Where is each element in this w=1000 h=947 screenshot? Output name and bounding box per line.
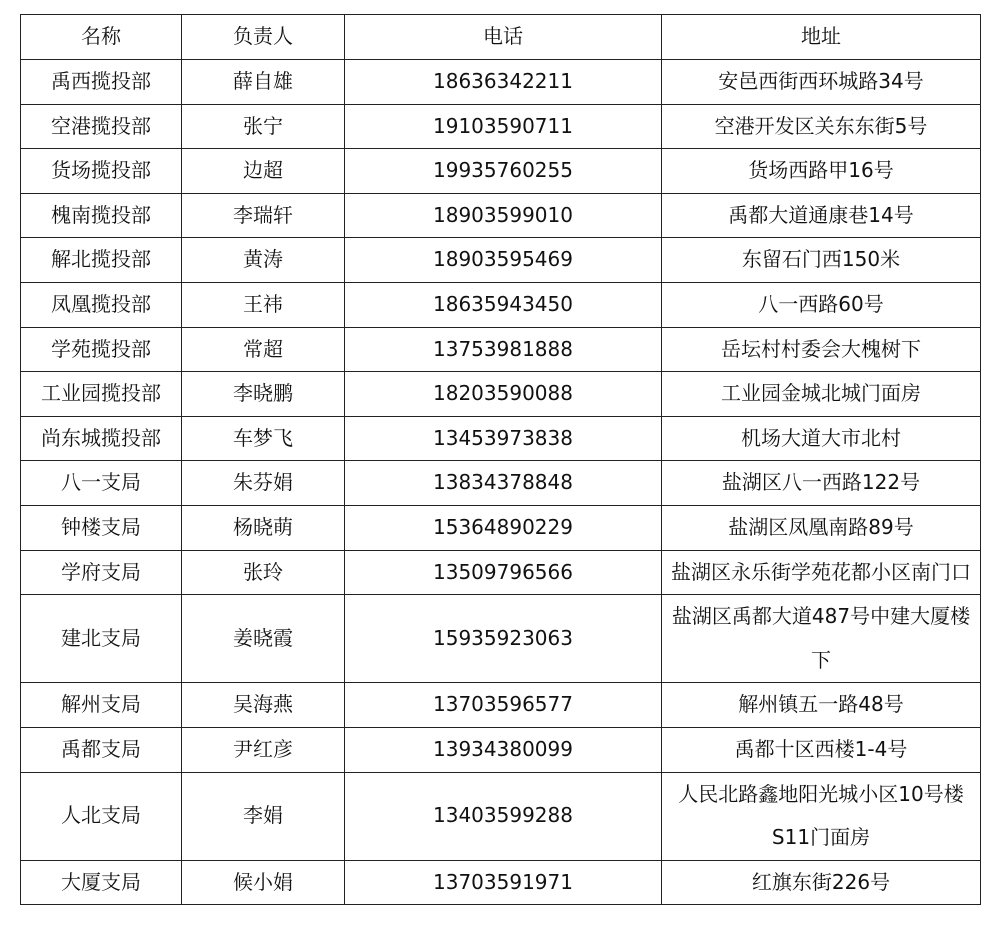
cell-phone: 13934380099 xyxy=(345,727,662,772)
cell-phone: 13403599288 xyxy=(345,772,662,860)
cell-phone: 13703596577 xyxy=(345,683,662,728)
contact-table xyxy=(20,14,981,905)
cell-address: 盐湖区八一西路122号 xyxy=(662,461,981,506)
table-row xyxy=(21,149,981,194)
cell-name: 解州支局 xyxy=(21,683,182,728)
cell-phone: 15935923063 xyxy=(345,595,662,683)
table-row xyxy=(21,416,981,461)
cell-phone: 13509796566 xyxy=(345,550,662,595)
cell-name: 工业园揽投部 xyxy=(21,372,182,417)
cell-person: 李娟 xyxy=(182,772,345,860)
cell-address: 盐湖区凤凰南路89号 xyxy=(662,505,981,550)
cell-address: 禹都十区西楼1-4号 xyxy=(662,727,981,772)
cell-phone: 13453973838 xyxy=(345,416,662,461)
cell-address: 货场西路甲16号 xyxy=(662,149,981,194)
cell-name: 槐南揽投部 xyxy=(21,193,182,238)
cell-name: 解北揽投部 xyxy=(21,238,182,283)
table-row xyxy=(21,595,981,683)
cell-phone: 13753981888 xyxy=(345,327,662,372)
cell-person: 张宁 xyxy=(182,104,345,149)
cell-person: 李晓鹏 xyxy=(182,372,345,417)
table-row xyxy=(21,550,981,595)
cell-phone: 18903599010 xyxy=(345,193,662,238)
cell-address: 岳坛村村委会大槐树下 xyxy=(662,327,981,372)
cell-address: 解州镇五一路48号 xyxy=(662,683,981,728)
cell-person: 朱芬娟 xyxy=(182,461,345,506)
cell-address: 机场大道大市北村 xyxy=(662,416,981,461)
cell-phone: 15364890229 xyxy=(345,505,662,550)
contact-table-container xyxy=(20,14,980,905)
cell-person: 吴海燕 xyxy=(182,683,345,728)
cell-person: 薛自雄 xyxy=(182,60,345,105)
cell-address: 红旗东街226号 xyxy=(662,860,981,905)
table-row xyxy=(21,282,981,327)
cell-name: 货场揽投部 xyxy=(21,149,182,194)
header-name: 名称 xyxy=(21,15,182,60)
header-phone: 电话 xyxy=(345,15,662,60)
table-row xyxy=(21,327,981,372)
cell-phone: 18203590088 xyxy=(345,372,662,417)
table-row xyxy=(21,505,981,550)
cell-address: 东留石门西150米 xyxy=(662,238,981,283)
cell-address: 工业园金城北城门面房 xyxy=(662,372,981,417)
table-row xyxy=(21,193,981,238)
cell-name: 禹都支局 xyxy=(21,727,182,772)
cell-person: 黄涛 xyxy=(182,238,345,283)
cell-address: 禹都大道通康巷14号 xyxy=(662,193,981,238)
cell-name: 钟楼支局 xyxy=(21,505,182,550)
header-address: 地址 xyxy=(662,15,981,60)
table-row xyxy=(21,683,981,728)
cell-address: 空港开发区关东东街5号 xyxy=(662,104,981,149)
cell-name: 人北支局 xyxy=(21,772,182,860)
table-row xyxy=(21,461,981,506)
cell-name: 尚东城揽投部 xyxy=(21,416,182,461)
header-person: 负责人 xyxy=(182,15,345,60)
cell-phone: 18636342211 xyxy=(345,60,662,105)
cell-name: 大厦支局 xyxy=(21,860,182,905)
cell-person: 尹红彦 xyxy=(182,727,345,772)
table-header-row xyxy=(21,15,981,60)
cell-person: 常超 xyxy=(182,327,345,372)
cell-person: 车梦飞 xyxy=(182,416,345,461)
cell-person: 李瑞轩 xyxy=(182,193,345,238)
cell-address: 盐湖区永乐街学苑花都小区南门口 xyxy=(662,550,981,595)
cell-phone: 18635943450 xyxy=(345,282,662,327)
cell-person: 杨晓萌 xyxy=(182,505,345,550)
table-row xyxy=(21,727,981,772)
table-row xyxy=(21,104,981,149)
cell-address: 盐湖区禹都大道487号中建大厦楼下 xyxy=(662,595,981,683)
cell-address: 人民北路鑫地阳光城小区10号楼S11门面房 xyxy=(662,772,981,860)
cell-name: 学苑揽投部 xyxy=(21,327,182,372)
cell-person: 候小娟 xyxy=(182,860,345,905)
cell-phone: 19935760255 xyxy=(345,149,662,194)
table-row xyxy=(21,372,981,417)
cell-phone: 19103590711 xyxy=(345,104,662,149)
cell-phone: 13703591971 xyxy=(345,860,662,905)
cell-address: 八一西路60号 xyxy=(662,282,981,327)
cell-phone: 13834378848 xyxy=(345,461,662,506)
cell-name: 禹西揽投部 xyxy=(21,60,182,105)
cell-address: 安邑西街西环城路34号 xyxy=(662,60,981,105)
table-row xyxy=(21,772,981,860)
cell-name: 八一支局 xyxy=(21,461,182,506)
cell-person: 张玲 xyxy=(182,550,345,595)
cell-name: 建北支局 xyxy=(21,595,182,683)
cell-name: 凤凰揽投部 xyxy=(21,282,182,327)
cell-name: 空港揽投部 xyxy=(21,104,182,149)
table-row xyxy=(21,60,981,105)
table-row xyxy=(21,238,981,283)
cell-name: 学府支局 xyxy=(21,550,182,595)
cell-person: 姜晓霞 xyxy=(182,595,345,683)
cell-person: 边超 xyxy=(182,149,345,194)
cell-person: 王祎 xyxy=(182,282,345,327)
table-row xyxy=(21,860,981,905)
cell-phone: 18903595469 xyxy=(345,238,662,283)
